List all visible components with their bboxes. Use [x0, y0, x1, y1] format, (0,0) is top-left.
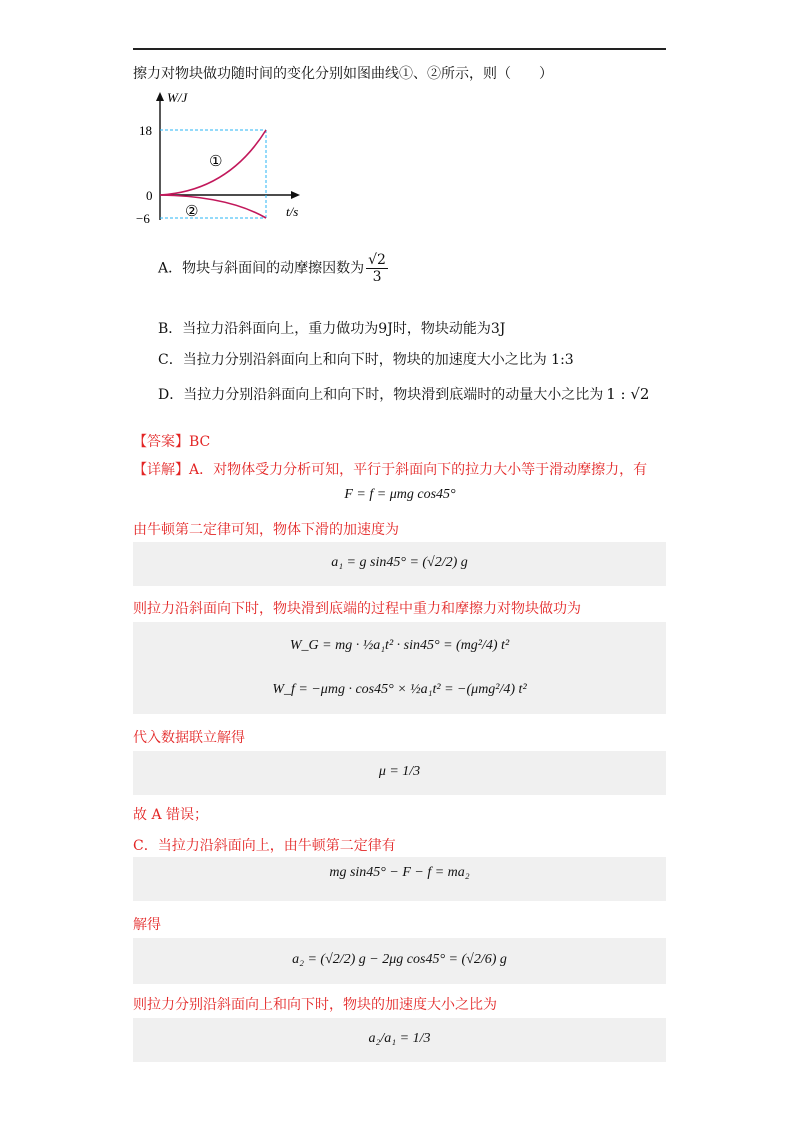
- option-b-text-1: B．当拉力沿斜面向上，重力做功为: [158, 321, 379, 337]
- y-axis-label: W/J: [167, 90, 188, 105]
- solution-line-8: 则拉力分别沿斜面向上和向下时，物块的加速度大小之比为: [133, 997, 497, 1013]
- solution-line-4: 代入数据联立解得: [133, 730, 245, 746]
- option-a-fraction: [366, 252, 388, 285]
- option-d-ratio: 1 : √2: [606, 385, 650, 403]
- solution-line-3: 则拉力沿斜面向下时，物块滑到底端的过程中重力和摩擦力对物块做功为: [133, 601, 581, 617]
- curve-2: [160, 195, 266, 218]
- header-rule: [133, 48, 666, 50]
- solution-line-2: 由牛顿第二定律可知，物体下滑的加速度为: [133, 522, 399, 538]
- equation-box-5: [133, 751, 666, 795]
- option-d-text: D．当拉力分别沿斜面向上和向下时，物块滑到底端时的动量大小之比为: [158, 387, 604, 403]
- answer-line: 【答案】BC: [133, 434, 211, 450]
- option-c: C．当拉力分别沿斜面向上和向下时，物块的加速度大小之比为 1:3: [158, 352, 574, 368]
- option-b: [158, 318, 505, 338]
- question-stem: 擦力对物块做功随时间的变化分别如图曲线①、②所示，则（ ）: [133, 66, 553, 82]
- equation-box-7: [133, 938, 666, 984]
- detail-intro: 【详解】A．对物体受力分析可知，平行于斜面向下的拉力大小等于滑动摩擦力，有: [133, 462, 648, 478]
- curve-1-label: ①: [209, 152, 223, 170]
- x-axis-arrow: [291, 191, 300, 199]
- tick-0: 0: [146, 188, 153, 203]
- equation-box-3: [133, 622, 666, 714]
- curve-2-label: ②: [185, 202, 199, 220]
- work-time-graph: [133, 88, 313, 228]
- equation-box-8: [133, 1018, 666, 1062]
- tick-18: 18: [139, 123, 152, 138]
- solution-line-6: C．当拉力沿斜面向上，由牛顿第二定律有: [133, 838, 396, 854]
- option-a-numerator: √2: [368, 252, 386, 268]
- y-axis-arrow: [156, 92, 164, 101]
- option-b-energy: 3J: [490, 321, 506, 337]
- solution-line-7: 解得: [133, 917, 161, 933]
- option-a-text: A．物块与斜面间的动摩擦因数为: [158, 260, 365, 277]
- equation-box-2: [133, 542, 666, 586]
- equation-7: a₂ = (√2/2) g − 2μg cos45° = (√2/6) g: [292, 952, 507, 967]
- equation-1: F = f = μmg cos45°: [344, 487, 456, 502]
- equation-4: W_f = −μmg · cos45° × ½a₁t² = −(μmg²/4) t²: [272, 682, 527, 697]
- option-b-text-2: 时，物块动能为: [392, 321, 491, 337]
- equation-box-6: [133, 857, 666, 901]
- option-a-denominator: 3: [372, 269, 382, 286]
- equation-3: W_G = mg · ½a₁t² · sin45° = (mg²/4) t²: [289, 638, 510, 653]
- equation-8: a₂/a₁ = 1/3: [368, 1031, 431, 1046]
- equation-2: a₁ = g sin45° = (√2/2) g: [331, 555, 468, 570]
- x-axis-label: t/s: [286, 204, 299, 219]
- option-d: [158, 384, 649, 404]
- equation-5: μ = 1/3: [378, 764, 421, 779]
- solution-line-5: 故 A 错误；: [133, 807, 209, 823]
- option-b-work: 9J: [378, 321, 393, 337]
- tick-neg6: −6: [136, 211, 150, 226]
- equation-6: mg sin45° − F − f = ma₂: [329, 865, 470, 880]
- option-a: [158, 252, 390, 285]
